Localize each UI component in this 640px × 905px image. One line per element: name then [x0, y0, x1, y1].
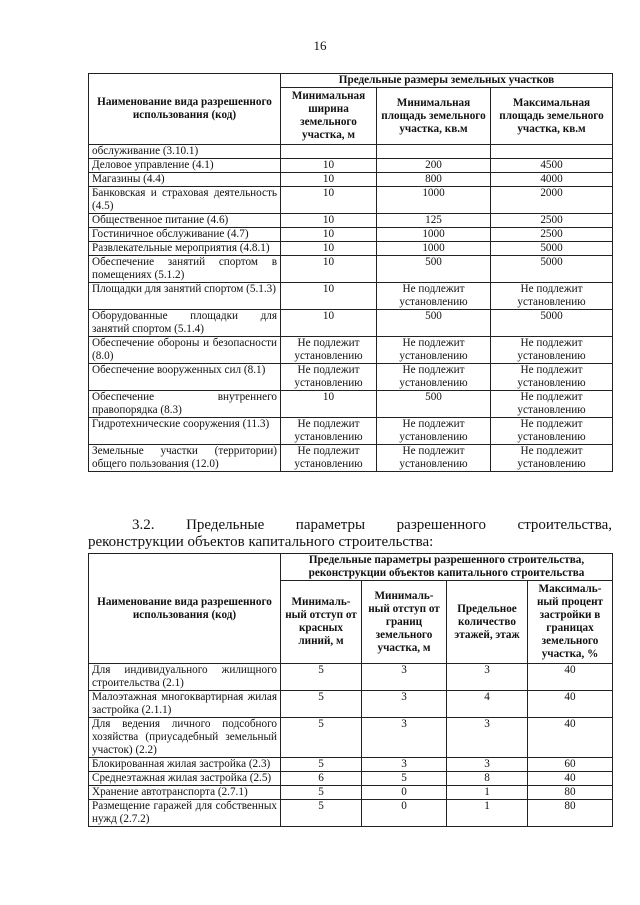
- row-value-c2: 500: [377, 310, 491, 337]
- table-row: [89, 364, 613, 391]
- section-line-2: реконструкции объектов капитального строительства:: [88, 534, 434, 550]
- row-value-c3: 3: [447, 718, 528, 758]
- table-row: [89, 772, 613, 786]
- section-3-2-heading: [88, 517, 612, 551]
- row-value-c1: 10: [281, 187, 377, 214]
- row-value-c2: Не подлежит установлению: [377, 337, 491, 364]
- row-use-name: Для ведения личного подсобного хозяйства (приусадебный земельный участок) (2.2): [89, 718, 281, 758]
- row-value-c3: 2000: [491, 187, 613, 214]
- row-value-c3: 8: [447, 772, 528, 786]
- row-use-name: Развлекательные мероприятия (4.8.1): [89, 242, 281, 256]
- row-value-c2: 500: [377, 391, 491, 418]
- row-use-name: Хранение автотранспорта (2.7.1): [89, 786, 281, 800]
- row-value-c3: Не подлежит установлению: [491, 364, 613, 391]
- row-value-c1: 5: [281, 800, 362, 827]
- row-value-c2: [377, 145, 491, 159]
- table-row: [89, 664, 613, 691]
- row-value-c3: 1: [447, 786, 528, 800]
- page-number: 16: [313, 38, 327, 53]
- table1-col-min-width: Минимальная ширина земельного участка, м: [281, 88, 377, 145]
- row-value-c1: 10: [281, 310, 377, 337]
- row-value-c4: 40: [528, 664, 613, 691]
- row-use-name: Гидротехнические сооружения (11.3): [89, 418, 281, 445]
- row-value-c1: 10: [281, 228, 377, 242]
- row-value-c3: 3: [447, 758, 528, 772]
- table-row: [89, 691, 613, 718]
- table-row: [89, 173, 613, 187]
- row-value-c2: 125: [377, 214, 491, 228]
- row-value-c2: 1000: [377, 228, 491, 242]
- table-row: [89, 228, 613, 242]
- section-word-1: Предельные: [186, 517, 265, 533]
- section-word-3: разрешенного: [396, 517, 486, 533]
- row-value-c3: Не подлежит установлению: [491, 283, 613, 310]
- row-value-c3: 5000: [491, 242, 613, 256]
- row-value-c1: 10: [281, 256, 377, 283]
- row-value-c2: 3: [362, 664, 447, 691]
- table-row: [89, 256, 613, 283]
- section-word-2: параметры: [295, 517, 366, 533]
- row-value-c1: 5: [281, 786, 362, 800]
- row-use-name: Обеспечение обороны и безопасности (8.0): [89, 337, 281, 364]
- table2-col-floors: Предельное количество этажей, этаж: [447, 581, 528, 664]
- row-use-name: Среднеэтажная жилая застройка (2.5): [89, 772, 281, 786]
- row-use-name: Для индивидуального жилищного строительства (2.1): [89, 664, 281, 691]
- row-value-c2: Не подлежит установлению: [377, 418, 491, 445]
- section-number: 3.2.: [132, 517, 155, 533]
- row-use-name: Обеспечение внутреннего правопорядка (8.3): [89, 391, 281, 418]
- row-value-c4: 40: [528, 718, 613, 758]
- row-value-c2: Не подлежит установлению: [377, 283, 491, 310]
- table-row: [89, 187, 613, 214]
- row-value-c4: 80: [528, 800, 613, 827]
- row-value-c1: 5: [281, 691, 362, 718]
- row-value-c1: 5: [281, 718, 362, 758]
- row-value-c1: Не подлежит установлению: [281, 364, 377, 391]
- row-value-c1: [281, 145, 377, 159]
- row-value-c1: 10: [281, 391, 377, 418]
- row-use-name: Магазины (4.4): [89, 173, 281, 187]
- table-row: [89, 391, 613, 418]
- land-plot-size-table: [88, 73, 613, 472]
- row-value-c3: 4000: [491, 173, 613, 187]
- table-row: [89, 145, 613, 159]
- row-value-c2: 5: [362, 772, 447, 786]
- table-row: [89, 337, 613, 364]
- row-value-c2: 200: [377, 159, 491, 173]
- table-row: [89, 310, 613, 337]
- row-value-c2: 0: [362, 786, 447, 800]
- row-value-c2: 3: [362, 718, 447, 758]
- row-use-name: Площадки для занятий спортом (5.1.3): [89, 283, 281, 310]
- row-use-name: Размещение гаражей для собственных нужд (2.7.2): [89, 800, 281, 827]
- row-value-c2: 1000: [377, 242, 491, 256]
- row-use-name: обслуживание (3.10.1): [89, 145, 281, 159]
- row-value-c1: 10: [281, 159, 377, 173]
- table1-header-group: Предельные размеры земельных участков: [281, 74, 613, 88]
- table-row: [89, 800, 613, 827]
- table2-col-red-line-setback: Минималь-ный отступ от красных линий, м: [281, 581, 362, 664]
- row-value-c3: Не подлежит установлению: [491, 337, 613, 364]
- table-row: [89, 214, 613, 228]
- row-value-c4: 60: [528, 758, 613, 772]
- table-row: [89, 159, 613, 173]
- section-word-4: строительства,: [517, 517, 612, 533]
- row-value-c1: 10: [281, 242, 377, 256]
- row-value-c1: 6: [281, 772, 362, 786]
- row-value-c3: Не подлежит установлению: [491, 445, 613, 472]
- row-value-c1: Не подлежит установлению: [281, 418, 377, 445]
- table1-col-max-area: Максимальная площадь земельного участка, кв.м: [491, 88, 613, 145]
- table2-col-coverage: Максималь-ный процент застройки в границах земельного участка, %: [528, 581, 613, 664]
- construction-parameters-table: [88, 553, 613, 827]
- row-use-name: Деловое управление (4.1): [89, 159, 281, 173]
- row-value-c4: 40: [528, 772, 613, 786]
- row-value-c1: 10: [281, 283, 377, 310]
- row-use-name: Обеспечение занятий спортом в помещениях (5.1.2): [89, 256, 281, 283]
- row-value-c3: 5000: [491, 310, 613, 337]
- row-value-c2: Не подлежит установлению: [377, 445, 491, 472]
- table2-col-boundary-setback: Минималь-ный отступ от границ земельного участка, м: [362, 581, 447, 664]
- row-value-c1: 10: [281, 173, 377, 187]
- row-use-name: Гостиничное обслуживание (4.7): [89, 228, 281, 242]
- row-use-name: Общественное питание (4.6): [89, 214, 281, 228]
- row-value-c2: 0: [362, 800, 447, 827]
- table2-header-group: Предельные параметры разрешенного строительства, реконструкции объектов капитального строительства: [281, 554, 613, 581]
- row-value-c2: 3: [362, 691, 447, 718]
- row-value-c1: 5: [281, 758, 362, 772]
- table-row: [89, 786, 613, 800]
- row-value-c3: [491, 145, 613, 159]
- row-value-c3: 4: [447, 691, 528, 718]
- row-value-c3: 4500: [491, 159, 613, 173]
- row-value-c3: Не подлежит установлению: [491, 391, 613, 418]
- row-value-c4: 40: [528, 691, 613, 718]
- row-value-c3: 5000: [491, 256, 613, 283]
- row-value-c2: 500: [377, 256, 491, 283]
- row-value-c1: Не подлежит установлению: [281, 445, 377, 472]
- table1-col-min-area: Минимальная площадь земельного участка, кв.м: [377, 88, 491, 145]
- row-value-c2: 1000: [377, 187, 491, 214]
- row-value-c2: 800: [377, 173, 491, 187]
- table1-header-name: Наименование вида разрешенного использования (код): [89, 74, 281, 145]
- table-row: [89, 418, 613, 445]
- row-value-c3: 3: [447, 664, 528, 691]
- table2-header-name: Наименование вида разрешенного использования (код): [89, 554, 281, 664]
- row-use-name: Банковская и страховая деятельность (4.5): [89, 187, 281, 214]
- row-use-name: Малоэтажная многоквартирная жилая застройка (2.1.1): [89, 691, 281, 718]
- table-row: [89, 445, 613, 472]
- row-use-name: Оборудованные площадки для занятий спортом (5.1.4): [89, 310, 281, 337]
- row-value-c1: Не подлежит установлению: [281, 337, 377, 364]
- row-value-c3: Не подлежит установлению: [491, 418, 613, 445]
- row-value-c3: 2500: [491, 214, 613, 228]
- row-value-c1: 5: [281, 664, 362, 691]
- row-value-c3: 1: [447, 800, 528, 827]
- table-row: [89, 718, 613, 758]
- row-value-c2: 3: [362, 758, 447, 772]
- row-use-name: Обеспечение вооруженных сил (8.1): [89, 364, 281, 391]
- row-value-c3: 2500: [491, 228, 613, 242]
- table-row: [89, 283, 613, 310]
- table-row: [89, 758, 613, 772]
- row-use-name: Земельные участки (территории) общего пользования (12.0): [89, 445, 281, 472]
- row-value-c4: 80: [528, 786, 613, 800]
- row-value-c2: Не подлежит установлению: [377, 364, 491, 391]
- table-row: [89, 242, 613, 256]
- row-use-name: Блокированная жилая застройка (2.3): [89, 758, 281, 772]
- row-value-c1: 10: [281, 214, 377, 228]
